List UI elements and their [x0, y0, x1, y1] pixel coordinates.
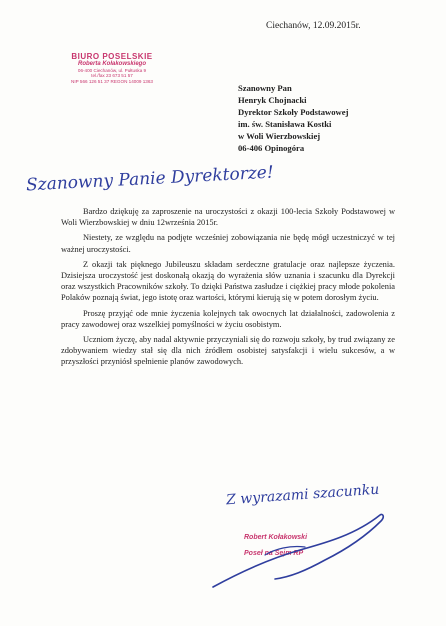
recipient-salutation: Szanowny Pan	[238, 83, 292, 93]
recipient-location: w Woli Wierzbowskiej	[238, 131, 321, 141]
signature-name: Robert Kołakowski	[244, 534, 308, 541]
recipient-title: Dyrektor Szkoły Podstawowej	[238, 107, 349, 117]
closing-text: Z wyrazami szacunku	[225, 481, 380, 509]
body-paragraph: Proszę przyjąć ode mnie życzenia kolejnych tak owocnych lat działalności, zadowolenia z pracy zawodowej oraz wszelkiej pomyślności w życiu osobistym.	[61, 308, 395, 329]
body-paragraph: Niestety, ze względu na podjęte wcześniej zobowiązania nie będę mógł uczestniczyć w tej ważnej uroczystości.	[61, 233, 395, 254]
body-paragraph: Bardzo dziękuję za zaproszenie na uroczystości z okazji 100-lecia Szkoły Podstawowej w Woli Wierzbowskiej w dniu 12września 2015r.	[61, 207, 395, 228]
letter-body	[61, 206, 395, 372]
recipient-block	[238, 82, 348, 154]
office-stamp	[52, 52, 172, 84]
greeting-text: Szanowny Panie Dyrektorze!	[25, 162, 275, 196]
letter-date: Ciechanów, 12.09.2015r.	[266, 21, 361, 31]
stamp-title: BIURO POSELSKIE	[71, 52, 153, 61]
body-paragraph: Uczniom życzę, aby nadal aktywnie przyczyniali się do rozwoju szkoły, by trud związany ze zdobywaniem wiedzy stał się dla nich źródłem osobistej satysfakcji i wielu sukcesów, a w przyszłości przyniósł spełnienie planów zawodowych.	[61, 335, 395, 367]
stamp-phone: tel./fax 23 673 51 57	[91, 73, 133, 79]
recipient-name: Henryk Chojnacki	[238, 95, 307, 105]
signature-title: Poseł na Sejm RP	[244, 550, 304, 557]
recipient-school: im. św. Stanisława Kostki	[238, 119, 332, 129]
stamp-nip: NIP 566 126 51 37 REGON 14009 1363	[71, 78, 153, 84]
signature-scribble	[205, 505, 405, 595]
stamp-address: 06-400 Ciechanów, ul. Pułtuska 9	[77, 68, 147, 74]
recipient-postcode: 06-406 Opinogóra	[238, 143, 305, 153]
stamp-name: Roberta Kołakowskiego	[77, 61, 146, 68]
handwritten-greeting	[20, 150, 280, 200]
body-paragraph: Z okazji tak pięknego Jubileuszu składam serdeczne gratulacje oraz najlepsze życzenia. Dzisiejsza uroczystość jest doskonałą okazją do wyrażenia słów uznania i szacunku dla Dyrekcji oraz wszystkich Pracowników szkoły. To dzięki Państwa zasłudze i ciężkiej pracy młode pokolenia Polaków poznają świat, jego istotę oraz wartości, którymi kierują się w potem dorosłym życiu.	[61, 259, 395, 303]
